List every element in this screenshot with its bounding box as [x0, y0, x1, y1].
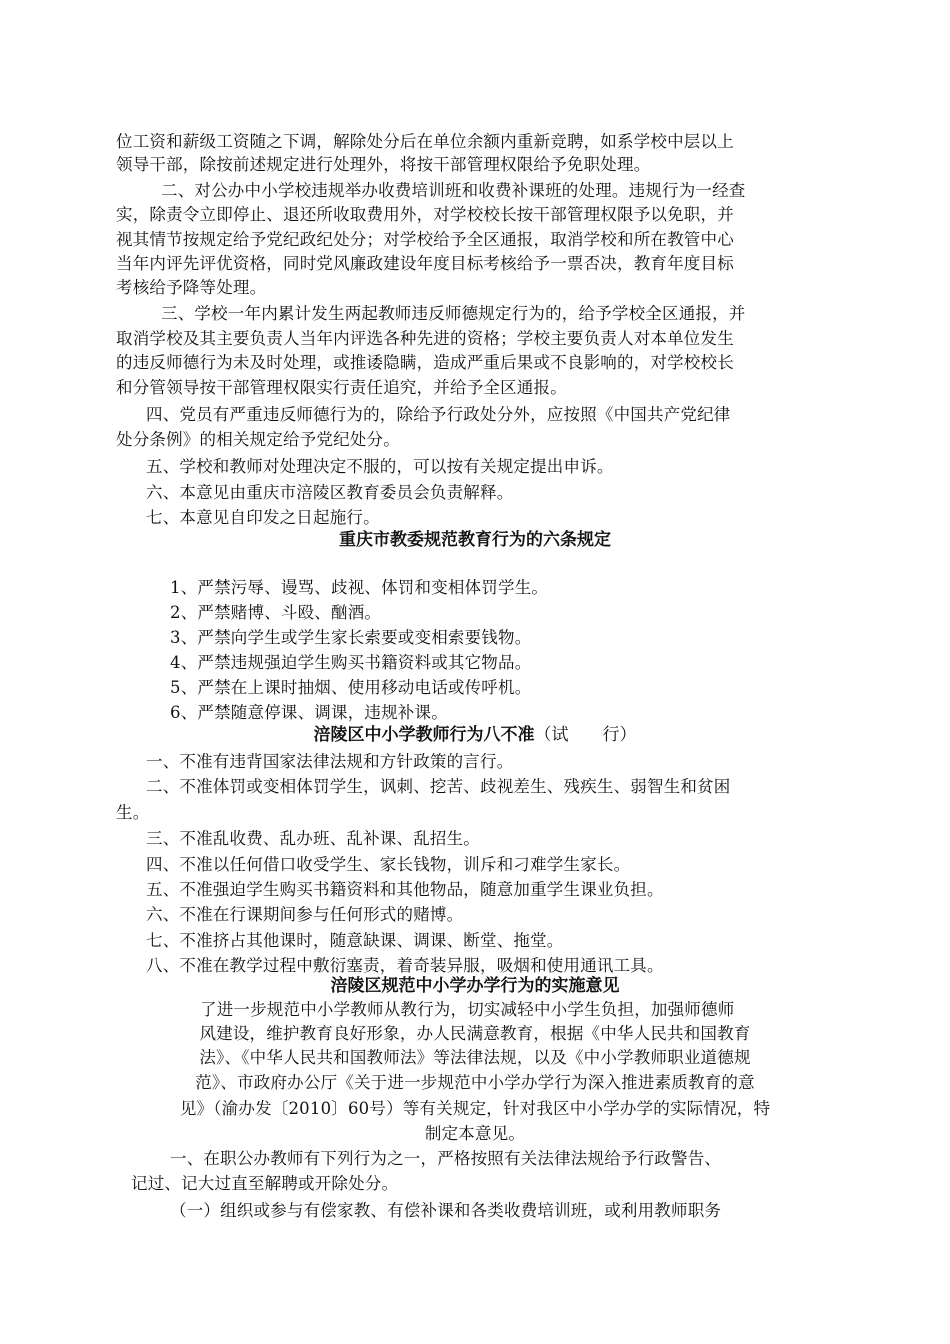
paragraph-line: 当年内评先评优资格，同时党风廉政建设年度目标考核给予一票否决，教育年度目标	[116, 254, 734, 273]
paragraph-line: 领导干部，除按前述规定进行处理外，将按干部管理权限给予免职处理。	[116, 155, 651, 174]
paragraph-line: 视其情节按规定给予党纪政纪处分；对学校给予全区通报，取消学校和所在教管中心	[116, 230, 734, 249]
paragraph-line: 七、本意见自印发之日起施行。	[146, 508, 380, 527]
list-item: 5、严禁在上课时抽烟、使用移动电话或传呼机。	[170, 678, 532, 697]
paragraph-line: 取消学校及其主要负责人当年内评选各种先进的资格；学校主要负责人对本单位发生	[116, 329, 734, 348]
list-item: 七、不准挤占其他课时，随意缺课、调课、断堂、拖堂。	[146, 931, 564, 950]
paragraph-line: 一、在职公办教师有下列行为之一，严格按照有关法律法规给予行政警告、	[170, 1149, 722, 1168]
list-item: 生。	[116, 803, 150, 822]
list-item: 4、严禁违规强迫学生购买书籍资料或其它物品。	[170, 653, 532, 672]
paragraph-line: 五、学校和教师对处理决定不服的，可以按有关规定提出申诉。	[146, 457, 614, 476]
list-item: 2、严禁赌博、斗殴、酗酒。	[170, 603, 382, 622]
paragraph-line: 六、本意见由重庆市涪陵区教育委员会负责解释。	[146, 483, 514, 502]
list-item: 五、不准强迫学生购买书籍资料和其他物品，随意加重学生课业负担。	[146, 880, 664, 899]
paragraph-line: 三、学校一年内累计发生两起教师违反师德规定行为的，给予学校全区通报，并	[161, 304, 746, 323]
heading-suffix: （试 行）	[534, 725, 637, 745]
paragraph-line: 实，除责令立即停止、退还所收取费用外，对学校校长按干部管理权限予以免职，并	[116, 205, 734, 224]
list-item: 四、不准以任何借口收受学生、家长钱物，训斥和刁难学生家长。	[146, 855, 631, 874]
paragraph-line: 二、对公办中小学校违规举办收费培训班和收费补课班的处理。违规行为一经查	[161, 181, 746, 200]
list-item: 六、不准在行课期间参与任何形式的赌博。	[146, 905, 464, 924]
heading-text: 涪陵区中小学教师行为八不准	[313, 725, 535, 745]
list-item: 二、不准体罚或变相体罚学生，讽刺、挖苦、歧视差生、残疾生、弱智生和贫困	[146, 777, 731, 796]
paragraph-line: 处分条例》的相关规定给予党纪处分。	[116, 430, 400, 449]
paragraph-line: 法》、《中华人民共和国教师法》等法律法规，以及《中小学教师职业道德规	[199, 1048, 751, 1067]
paragraph-line: 位工资和薪级工资随之下调，解除处分后在单位余额内重新竞聘，如系学校中层以上	[116, 132, 734, 151]
list-item: 1、严禁污辱、谩骂、歧视、体罚和变相体罚学生。	[170, 578, 549, 597]
paragraph-line: 四、党员有严重违反师德行为的，除给予行政处分外，应按照《中国共产党纪律	[146, 405, 731, 424]
section-heading: 涪陵区规范中小学办学行为的实施意见	[330, 976, 620, 996]
list-item: 一、不准有违背国家法律法规和方针政策的言行。	[146, 752, 514, 771]
paragraph-line: 范》、市政府办公厅《关于进一步规范中小学办学行为深入推进素质教育的意	[195, 1073, 755, 1092]
paragraph-line: 了进一步规范中小学教师从教行为，切实减轻中小学生负担，加强师德师	[200, 1000, 735, 1019]
list-item: 三、不准乱收费、乱办班、乱补课、乱招生。	[146, 829, 480, 848]
list-item: 八、不准在教学过程中敷衍塞责，着奇装异服，吸烟和使用通讯工具。	[146, 956, 664, 975]
list-item: 6、严禁随意停课、调课，违规补课。	[170, 703, 448, 722]
paragraph-line: 和分管领导按干部管理权限实行责任追究，并给予全区通报。	[116, 378, 567, 397]
paragraph-line: （一）组织或参与有偿家教、有偿补课和各类收费培训班，或利用教师职务	[170, 1201, 722, 1220]
paragraph-line: 的违反师德行为未及时处理，或推诿隐瞒，造成严重后果或不良影响的，对学校校长	[116, 353, 734, 372]
section-heading: 重庆市教委规范教育行为的六条规定	[339, 530, 611, 550]
section-heading	[0, 723, 950, 747]
paragraph-line: 见》（渝办发〔2010〕60号）等有关规定，针对我区中小学办学的实际情况，特	[179, 1099, 771, 1118]
list-item: 3、严禁向学生或学生家长索要或变相索要钱物。	[170, 628, 532, 647]
paragraph-line: 考核给予降等处理。	[116, 278, 267, 297]
paragraph-line: 制定本意见。	[424, 1124, 526, 1143]
paragraph-line: 风建设，维护教育良好形象，办人民满意教育，根据《中华人民共和国教育	[199, 1024, 751, 1043]
paragraph-line: 记过、记大过直至解聘或开除处分。	[131, 1174, 399, 1193]
